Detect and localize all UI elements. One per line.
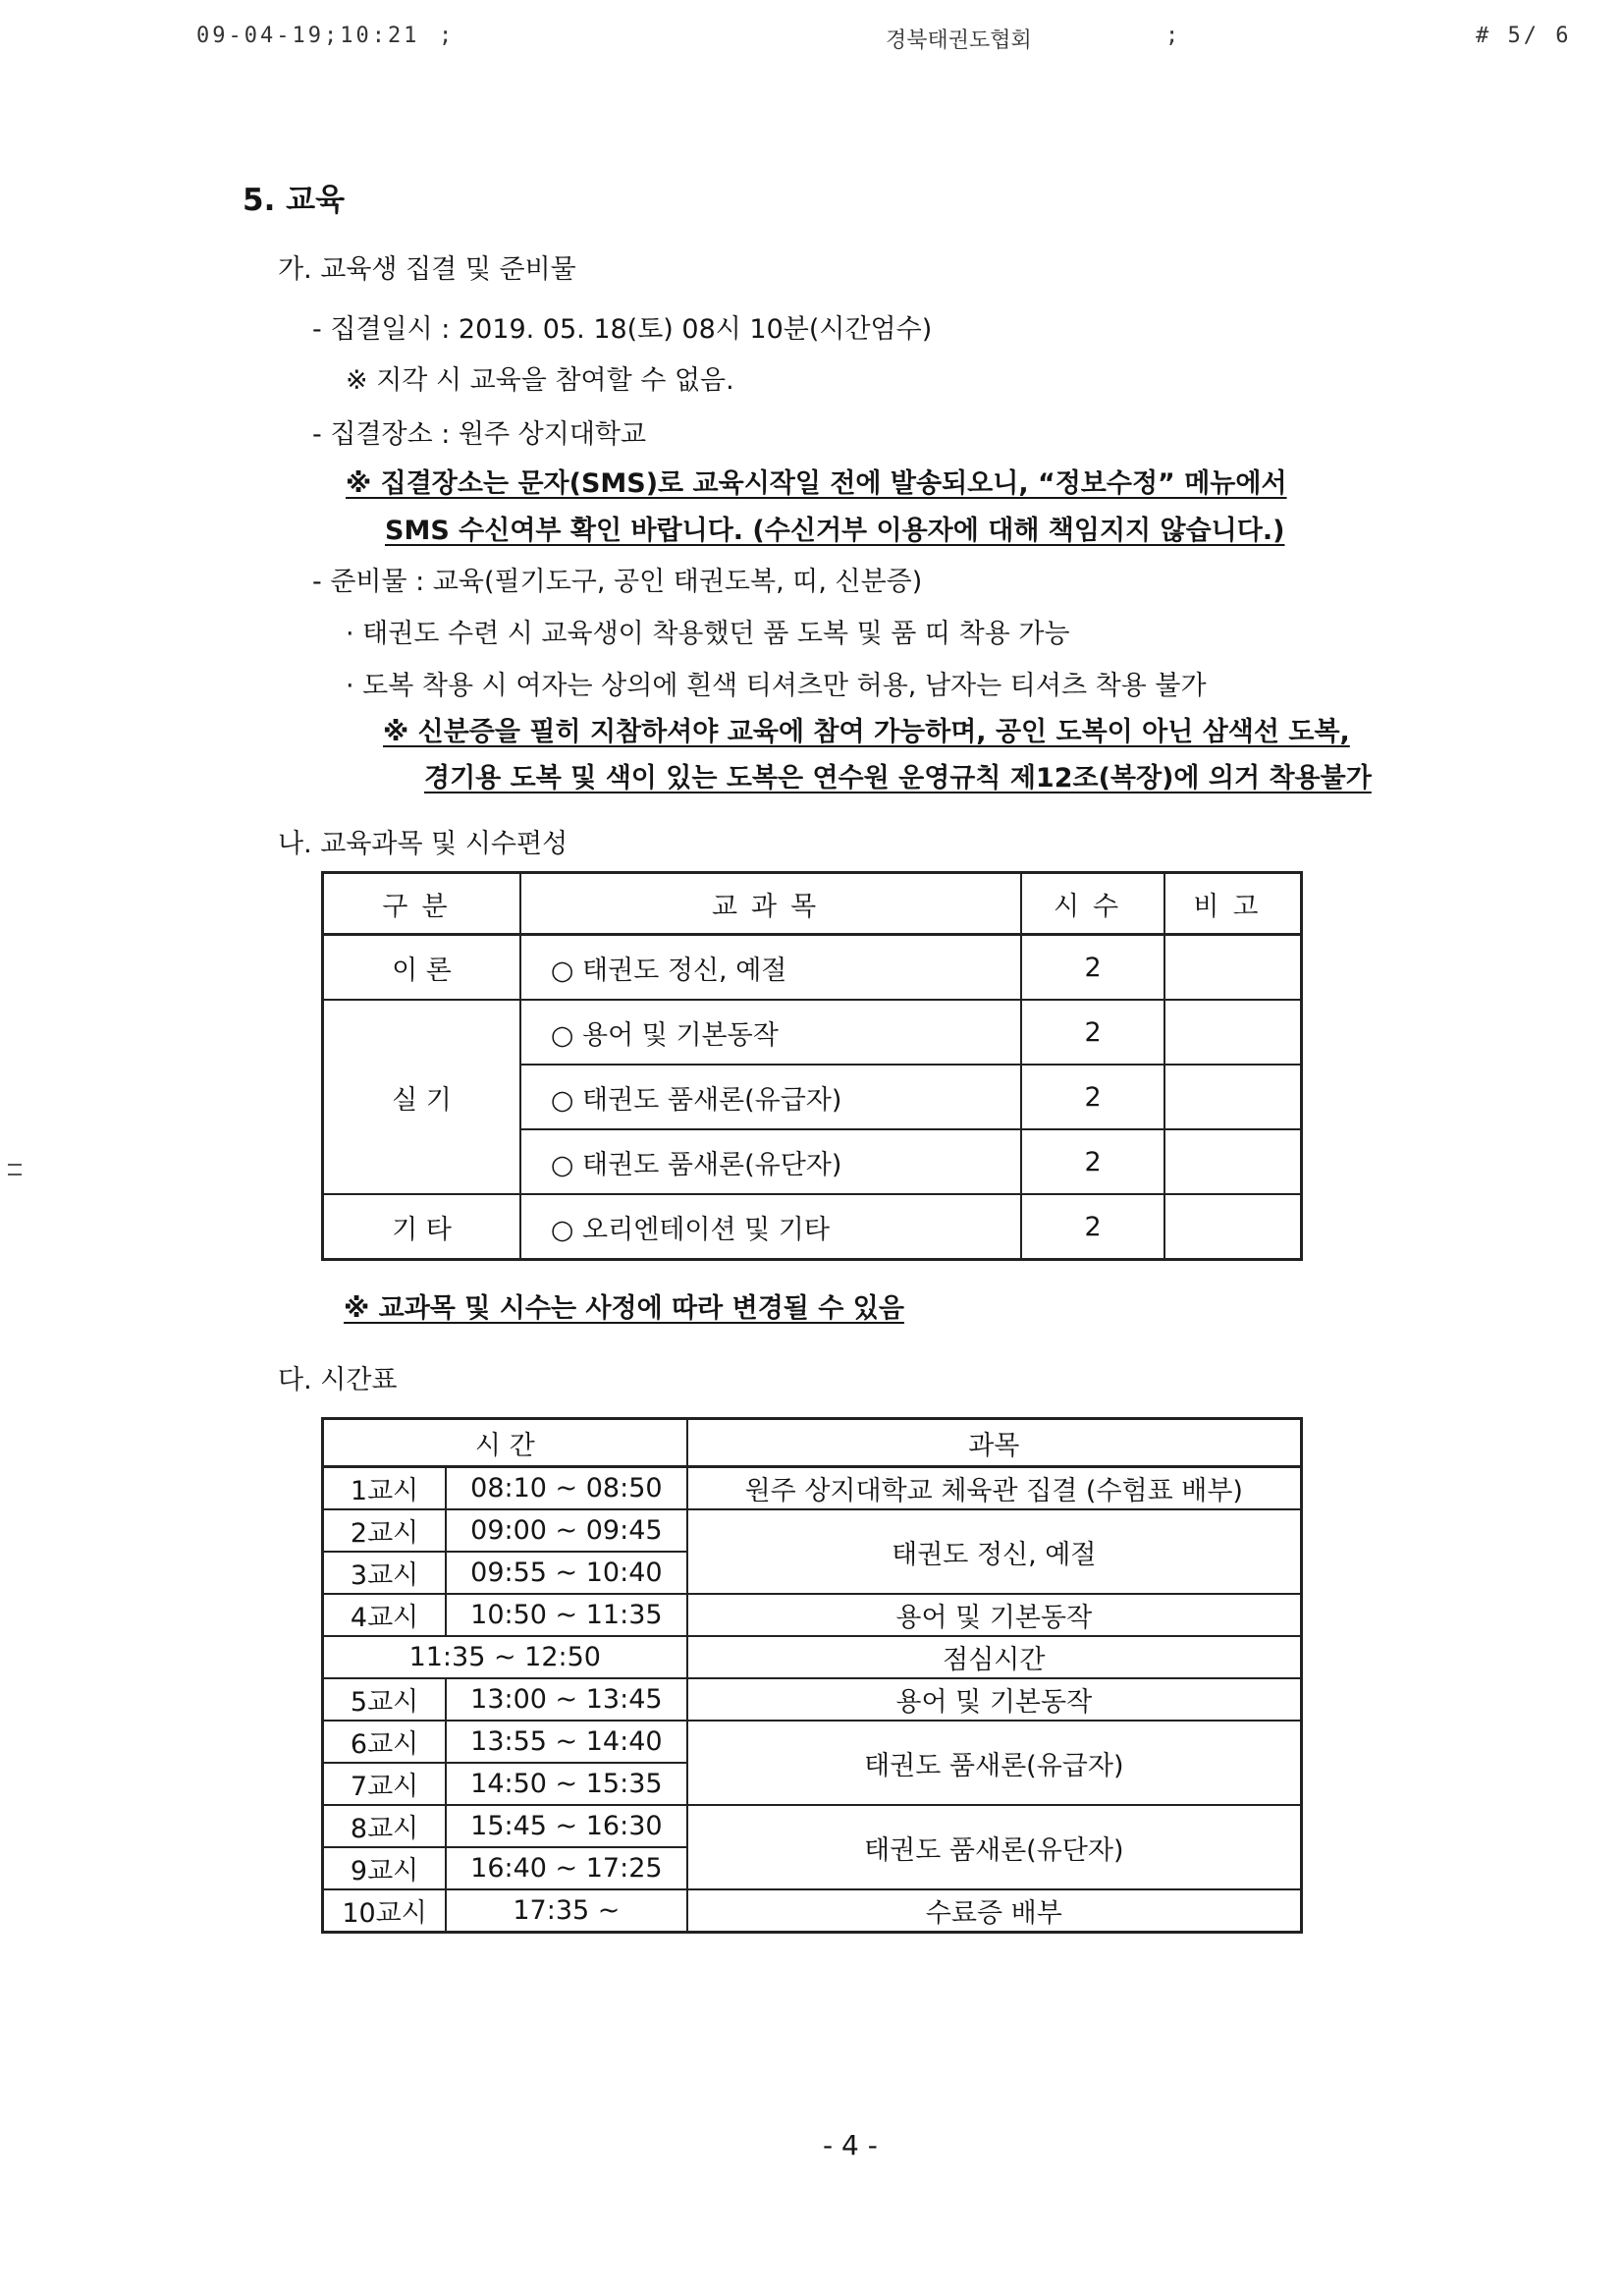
time-cell: 13:00 ~ 13:45 (446, 1678, 686, 1721)
scan-mark (8, 1174, 22, 1175)
fax-sender: 경북태권도협회 (886, 28, 1032, 53)
id-notice-line2: 경기용 도복 및 색이 있는 도복은 연수원 운영규칙 제12조(복장)에 의거 착용불가 (424, 763, 1372, 793)
sms-notice-line1: ※ 집결장소는 문자(SMS)로 교육시작일 전에 발송되오니, “정보수정” 메뉴에서 (346, 468, 1287, 499)
table-row (323, 1805, 1302, 1847)
table-row (323, 1636, 1302, 1678)
time-cell: 15:45 ~ 16:30 (446, 1805, 686, 1847)
fax-separator: ; (439, 24, 456, 48)
hours-cell: 2 (1021, 935, 1164, 1001)
table-row (323, 1467, 1302, 1510)
subject-change-notice: ※ 교과목 및 시수는 사정에 따라 변경될 수 있음 (344, 1293, 904, 1324)
table-header-row (323, 1419, 1302, 1467)
late-notice: ※ 지각 시 교육을 참여할 수 없음. (346, 365, 734, 396)
table-row (323, 1594, 1302, 1636)
period-cell: 1교시 (323, 1467, 447, 1510)
period-cell: 5교시 (323, 1678, 447, 1721)
table-row (323, 1194, 1302, 1260)
subject-cell: 태권도 품새론(유급자) (687, 1721, 1302, 1805)
fax-separator: ; (1165, 24, 1182, 48)
note-cell (1164, 1000, 1302, 1065)
time-cell: 17:35 ~ (446, 1889, 686, 1933)
subject-cell: 용어 및 기본동작 (687, 1594, 1302, 1636)
fax-datetime: 09-04-19;10:21 (196, 24, 420, 48)
category-cell: 이 론 (323, 935, 520, 1001)
period-cell: 10교시 (323, 1889, 447, 1933)
assembly-place: - 집결장소 : 원주 상지대학교 (312, 419, 647, 450)
subject-cell: ○ 오리엔테이션 및 기타 (520, 1194, 1021, 1260)
subject-cell: 원주 상지대학교 체육관 집결 (수험표 배부) (687, 1467, 1302, 1510)
header-note: 비고 (1164, 873, 1302, 935)
note-cell (1164, 1129, 1302, 1194)
header-category: 구분 (323, 873, 520, 935)
subject-cell: ○ 태권도 정신, 예절 (520, 935, 1021, 1001)
subject-cell: ○ 태권도 품새론(유급자) (520, 1065, 1021, 1129)
subject-cell: 수료증 배부 (687, 1889, 1302, 1933)
subject-cell: 용어 및 기본동작 (687, 1678, 1302, 1721)
assembly-datetime: - 집결일시 : 2019. 05. 18(토) 08시 10분(시간엄수) (312, 314, 933, 345)
header-subject: 교과목 (520, 873, 1021, 935)
period-cell: 4교시 (323, 1594, 447, 1636)
uniform-rule-2: · 도복 착용 시 여자는 상의에 흰색 티셔츠만 허용, 남자는 티셔츠 착용 불가 (346, 671, 1207, 701)
subsection-heading-da: 다. 시간표 (278, 1365, 398, 1395)
fax-page-count: # 5/ 6 (1476, 24, 1572, 48)
time-cell: 09:55 ~ 10:40 (446, 1552, 686, 1594)
uniform-rule-1: · 태권도 수련 시 교육생이 착용했던 품 도복 및 품 띠 착용 가능 (346, 619, 1070, 649)
table-row (323, 1889, 1302, 1933)
id-notice-line1: ※ 신분증을 필히 지참하셔야 교육에 참여 가능하며, 공인 도복이 아닌 삼색선 도복, (383, 717, 1350, 747)
table-header-row (323, 873, 1302, 935)
section-title: 5. 교육 (243, 183, 346, 218)
time-cell: 13:55 ~ 14:40 (446, 1721, 686, 1763)
hours-cell: 2 (1021, 1065, 1164, 1129)
page-number: - 4 - (823, 2129, 878, 2161)
table-row (323, 1000, 1302, 1065)
subject-cell: 태권도 품새론(유단자) (687, 1805, 1302, 1889)
header-subject: 과목 (687, 1419, 1302, 1467)
time-cell: 09:00 ~ 09:45 (446, 1509, 686, 1552)
subject-hours-table (321, 871, 1303, 1261)
hours-cell: 2 (1021, 1129, 1164, 1194)
note-cell (1164, 935, 1302, 1001)
period-cell: 9교시 (323, 1847, 447, 1889)
table-row (323, 1721, 1302, 1763)
subject-cell: 태권도 정신, 예절 (687, 1509, 1302, 1594)
time-cell: 11:35 ~ 12:50 (323, 1636, 687, 1678)
time-cell: 10:50 ~ 11:35 (446, 1594, 686, 1636)
period-cell: 7교시 (323, 1763, 447, 1805)
supplies: - 준비물 : 교육(필기도구, 공인 태권도복, 띠, 신분증) (312, 567, 923, 597)
subsection-heading-na: 나. 교육과목 및 시수편성 (278, 829, 568, 859)
sms-notice-line2: SMS 수신여부 확인 바랍니다. (수신거부 이용자에 대해 책임지지 않습니다.) (385, 516, 1285, 546)
timetable (321, 1417, 1303, 1934)
category-cell: 기 타 (323, 1194, 520, 1260)
table-row (323, 935, 1302, 1001)
time-cell: 16:40 ~ 17:25 (446, 1847, 686, 1889)
category-cell: 실 기 (323, 1000, 520, 1194)
subject-cell: 점심시간 (687, 1636, 1302, 1678)
header-hours: 시수 (1021, 873, 1164, 935)
hours-cell: 2 (1021, 1000, 1164, 1065)
header-time: 시 간 (323, 1419, 687, 1467)
table-row (323, 1509, 1302, 1552)
subject-cell: ○ 태권도 품새론(유단자) (520, 1129, 1021, 1194)
time-cell: 14:50 ~ 15:35 (446, 1763, 686, 1805)
note-cell (1164, 1065, 1302, 1129)
period-cell: 2교시 (323, 1509, 447, 1552)
subject-cell: ○ 용어 및 기본동작 (520, 1000, 1021, 1065)
table-row (323, 1678, 1302, 1721)
hours-cell: 2 (1021, 1194, 1164, 1260)
period-cell: 3교시 (323, 1552, 447, 1594)
time-cell: 08:10 ~ 08:50 (446, 1467, 686, 1510)
note-cell (1164, 1194, 1302, 1260)
period-cell: 8교시 (323, 1805, 447, 1847)
period-cell: 6교시 (323, 1721, 447, 1763)
subsection-heading-ga: 가. 교육생 집결 및 준비물 (278, 254, 576, 285)
scan-mark (8, 1164, 22, 1166)
